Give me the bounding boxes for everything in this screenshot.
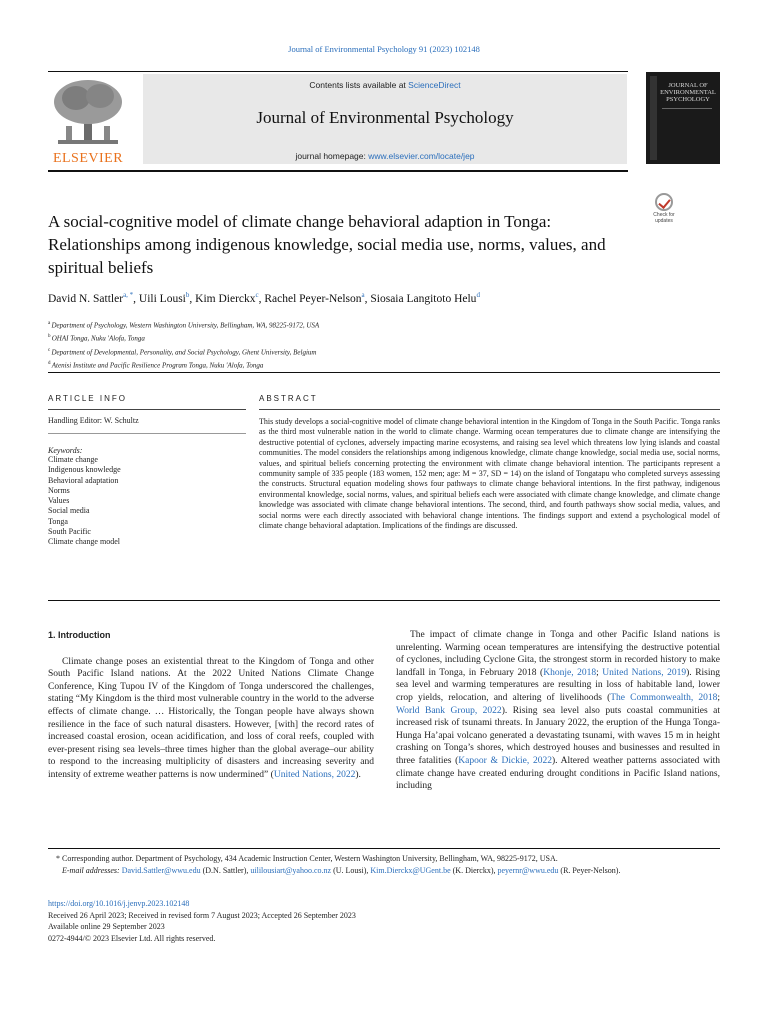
abstract-heading: ABSTRACT: [259, 394, 318, 403]
citation-link[interactable]: World Bank Group, 2022: [396, 705, 502, 716]
author-list: David N. Sattler$^{a, *}$, Uili Lousi$^b$, Kim Dierckx$^c$, Rachel Peyer-Nelson$^a$, Siosaia Langitoto Helu$^d$: [48, 291, 480, 305]
author-name[interactable]: Siosaia Langitoto Helu: [370, 292, 477, 305]
citation-link[interactable]: The Commonwealth, 2018: [610, 692, 718, 703]
abstract-column: [259, 394, 720, 531]
contents-prefix: Contents lists available at: [309, 80, 409, 90]
keyword: Norms: [48, 485, 70, 495]
impact-paragraph: [396, 629, 720, 793]
author-name[interactable]: Uili Lousi: [138, 292, 186, 305]
header-bottom-rule: [48, 170, 628, 172]
online-date: Available online 29 September 2023: [48, 922, 165, 931]
keyword: Climate change model: [48, 537, 120, 547]
contents-line: [143, 80, 627, 90]
check-icon: [655, 193, 673, 211]
body-text: ). Rising sea level and warming temperatures are resulting in loss of habitable land, lower crop yields, relocation, and altering of livelihoods (: [396, 667, 721, 703]
affiliation-list: [48, 318, 728, 371]
author-affiliation-marker[interactable]: a: [361, 291, 365, 299]
author-affiliation-marker[interactable]: a, *: [123, 291, 134, 299]
author-name[interactable]: Kim Dierckx: [195, 292, 256, 305]
keyword: Indigenous knowledge: [48, 465, 121, 475]
introduction-heading: 1. Introduction: [48, 630, 111, 640]
email-link[interactable]: David.Sattler@wwu.edu: [121, 866, 201, 875]
doi-link[interactable]: https://doi.org/10.1016/j.jenvp.2023.102148: [48, 899, 190, 908]
body-text: ). Altered weather patterns associated with climate change have created enduring drought conditions in Pacific Island nations, including: [396, 755, 721, 792]
cover-rule: [662, 108, 712, 109]
affiliation: $^d$ Atenisi Institute and Pacific Resilience Program Tonga, Nuku 'Alofa, Tonga: [48, 360, 264, 370]
body-text: ;: [717, 692, 720, 703]
publisher-wordmark: ELSEVIER: [52, 151, 124, 166]
journal-reference[interactable]: Journal of Environmental Psychology 91 (2023) 102148: [288, 44, 480, 54]
journal-title: Journal of Environmental Psychology: [256, 108, 514, 127]
keyword-list: [48, 455, 246, 548]
keyword: Tonga: [48, 516, 68, 526]
citation-link[interactable]: Khonje, 2018: [543, 667, 597, 678]
affiliation: $^c$ Department of Developmental, Personality, and Social Psychology, Ghent University, Belgium: [48, 347, 317, 356]
author-affiliation-marker[interactable]: d: [476, 291, 480, 299]
intro-text: Climate change poses an existential threat to the Kingdom of Tonga and other South Pacific Island nations. At the 2022 United Nations Climate Change Conference, King Tupou IV of the Kingdom of Tonga underscored the challenges, stating “My Kingdom is the third most vulnerable country in the world to the adverse effects of climate change. … Historically, the Tongan people have always shown resilience in the face of such natural disasters. However, [with] the record rates of increased coastal erosion, ocean acidification, and loss of coral reefs, coupled with ever-present rising sea levels–three times higher than the global average–our ability to respond to the increasing multiplicity of disasters and increasing severity and intensity of extreme weather patterns is now undermined” (: [48, 656, 374, 780]
check-for-updates-label: Check for updates: [653, 212, 675, 224]
homepage-link[interactable]: www.elsevier.com/locate/jep: [368, 151, 475, 161]
body-text: ). Rising sea level also puts coastal communities at increased risk of tsunami threats. In January 2022, the eruption of the Hunga Tonga-Hunga Ha’apai volcano generated a devastating tsunami, with waves 15 m in height crashing on Tonga’s shores, which destroyed houses and businesses and resulted in three fatalities (: [396, 705, 720, 766]
abstract-bottom-rule: [48, 600, 720, 601]
author-name[interactable]: David N. Sattler: [48, 292, 124, 305]
homepage-line: [143, 151, 627, 161]
article-title: A social-cognitive model of climate change behavioral adaption in Tonga: Relationships among indigenous knowledge, social media use, norms, values, and spiritual beliefs: [48, 212, 606, 277]
affiliation: $^b$ OHAI Tonga, Nuku 'Alofa, Tonga: [48, 334, 145, 343]
keyword: Behavioral adaptation: [48, 475, 119, 485]
keywords-label: Keywords:: [48, 446, 83, 455]
author-affiliation-marker[interactable]: c: [255, 291, 259, 299]
email-link[interactable]: peyernr@wwu.edu: [497, 866, 559, 875]
email-link[interactable]: uililousiart@yahoo.co.nz: [250, 866, 332, 875]
journal-cover-thumbnail: [646, 72, 720, 164]
header-top-rule: [48, 71, 628, 72]
abstract-text: This study develops a social-cognitive model of climate change behavioral intention in the Kingdom of Tonga in the South Pacific. Tonga ranks as the third most vulnerable nation in the world to climate change. Warming ocean temperatures due to climate change are intensifying the destructive potential of cyclones, adversely impacting marine ecosystems, and raising sea level which threatens low lying islands and coastal communities. The model considers the relationships among indigenous knowledge, climate change knowledge, social media use, social norms, values, and spiritual beliefs concerning protecting the environment with climate change behavioral intention. The participants represent a community sample of 335 people (183 women, 152 men; age: M = 37, SD = 14) on the island of Tongatapu who completed surveys assessing the constructs. Structural equation modeling shows four pathways to climate change behavioral intentions. In the first pathway, indigenous environmental knowledge, social norms, values, and spiritual beliefs each were associated with climate change knowledge, and climate change knowledge was associated with climate change behavioral intentions. The second, third, and fourth pathways show social media, values, and social norms were each directly associated with behavioral change intentions. The findings support and extend a psychological model of climate change behavioral adaptation. Implications of the findings are discussed.: [259, 417, 720, 531]
email-addresses: [48, 865, 720, 877]
intro-text-end: ).: [355, 769, 361, 780]
keyword: South Pacific: [48, 527, 91, 537]
author-name[interactable]: Rachel Peyer-Nelson: [264, 292, 362, 305]
homepage-prefix: journal homepage:: [295, 151, 369, 161]
check-for-updates-button[interactable]: [646, 193, 682, 227]
email-owner: (K. Dierckx),: [450, 866, 498, 875]
copyright: 0272-4944/© 2023 Elsevier Ltd. All rights reserved.: [48, 933, 216, 943]
affiliation: $^a$ Department of Psychology, Western Washington University, Bellingham, WA, 98225-9172, USA: [48, 321, 320, 330]
sciencedirect-link[interactable]: ScienceDirect: [408, 80, 461, 90]
article-metadata: [48, 898, 720, 944]
article-info-heading: ARTICLE INFO: [48, 394, 127, 403]
body-left-column: [48, 629, 374, 782]
keyword: Climate change: [48, 455, 98, 464]
article-info-rule: [48, 409, 246, 410]
author-affiliation-marker[interactable]: b: [185, 291, 190, 299]
citation-link[interactable]: United Nations, 2019: [602, 667, 687, 678]
footnote-block: [48, 853, 720, 877]
abstract-rule: [259, 409, 720, 410]
keyword: Social media: [48, 506, 90, 516]
keyword: Values: [48, 496, 70, 506]
keywords-rule: [48, 433, 246, 434]
email-owner: (D.N. Sattler),: [200, 866, 251, 875]
corresponding-author-note: * Corresponding author. Department of Psychology, 434 Academic Instruction Center, Western Washington University, Bellingham, WA, 98225-9172, USA.: [56, 854, 558, 863]
citation-link[interactable]: United Nations, 2022: [273, 769, 356, 780]
cover-title: JOURNAL OF ENVIRONMENTAL PSYCHOLOGY: [660, 82, 716, 103]
email-owner: (R. Peyer-Nelson).: [558, 866, 621, 875]
received-dates: Received 26 April 2023; Received in revised form 7 August 2023; Accepted 26 September 2023: [48, 910, 356, 920]
body-right-column: [396, 629, 720, 793]
body-text: ;: [596, 667, 603, 678]
cover-spine: [650, 76, 657, 160]
handling-editor: Handling Editor: W. Schultz: [48, 416, 139, 425]
article-info-column: [48, 394, 246, 548]
intro-paragraph: [48, 656, 374, 782]
email-link[interactable]: Kim.Dierckx@UGent.be: [370, 866, 451, 875]
citation-link[interactable]: Kapoor & Dickie, 2022: [458, 755, 552, 766]
footnote-rule: [48, 848, 720, 849]
email-label: E-mail addresses:: [62, 866, 122, 875]
email-owner: (U. Lousi),: [331, 866, 371, 875]
body-text: The impact of climate change in Tonga and other Pacific Island nations is unrelenting. Warming ocean temperatures are intensifying the destructive potential of cyclones, including Cyclone Gita, the strongest storm in recorded history to make landfall in Tonga, in February 2018 (: [396, 630, 720, 678]
title-section-rule: [48, 372, 720, 373]
